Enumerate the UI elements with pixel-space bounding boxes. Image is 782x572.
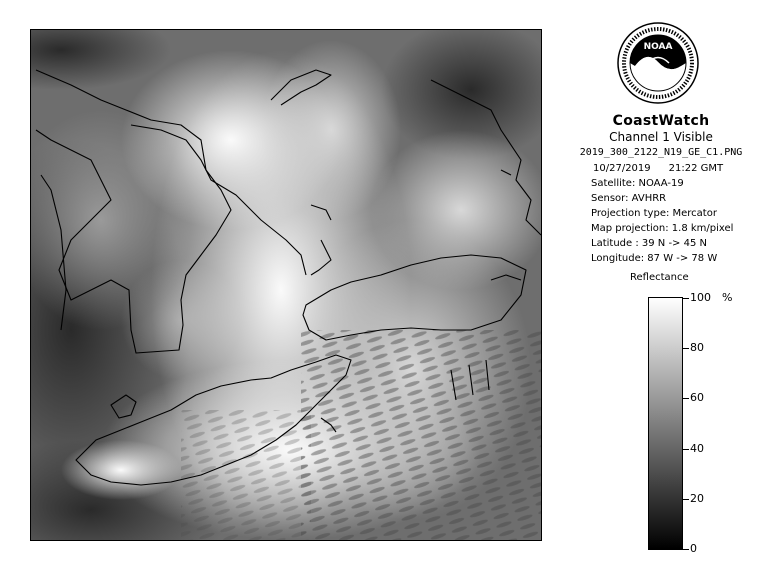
colorbar-tick-label: 100 (690, 291, 711, 304)
colorbar-tick (683, 298, 689, 299)
page-title: CoastWatch (612, 113, 710, 129)
noaa-seal-icon (617, 22, 699, 104)
noaa-logo-text: NOAA (643, 42, 673, 52)
longitude-label: Longitude: 87 W -> 78 W (591, 253, 718, 264)
colorbar-tick-label: 40 (690, 442, 704, 455)
satellite-image (30, 29, 542, 541)
noaa-logo (617, 22, 699, 104)
colorbar-tick (683, 449, 689, 450)
satellite-label: Satellite: NOAA-19 (591, 178, 684, 189)
date-label: 10/27/2019 (593, 163, 651, 174)
colorbar-tick-label: 0 (690, 542, 697, 555)
colorbar-tick-label: 20 (690, 492, 704, 505)
legend-unit: % (722, 291, 733, 304)
map-projection-label: Map projection: 1.8 km/pixel (591, 223, 734, 234)
filename-label: 2019_300_2122_N19_GE_C1.PNG (579, 147, 743, 158)
colorbar-tick (683, 348, 689, 349)
latitude-label: Latitude : 39 N -> 45 N (591, 238, 707, 249)
colorbar-tick-label: 80 (690, 341, 704, 354)
date-time-row (593, 163, 723, 174)
legend-title: Reflectance (630, 272, 689, 283)
channel-label: Channel 1 Visible (609, 130, 713, 144)
colorbar-tick (683, 398, 689, 399)
sensor-label: Sensor: AVHRR (591, 193, 667, 204)
colorbar-tick-label: 60 (690, 391, 704, 404)
colorbar-tick (683, 499, 689, 500)
reflectance-colorbar (648, 297, 683, 550)
colorbar-tick (683, 549, 689, 550)
satellite-image-svg (31, 30, 542, 541)
time-label: 21:22 GMT (668, 163, 724, 174)
projection-type-label: Projection type: Mercator (591, 208, 717, 219)
